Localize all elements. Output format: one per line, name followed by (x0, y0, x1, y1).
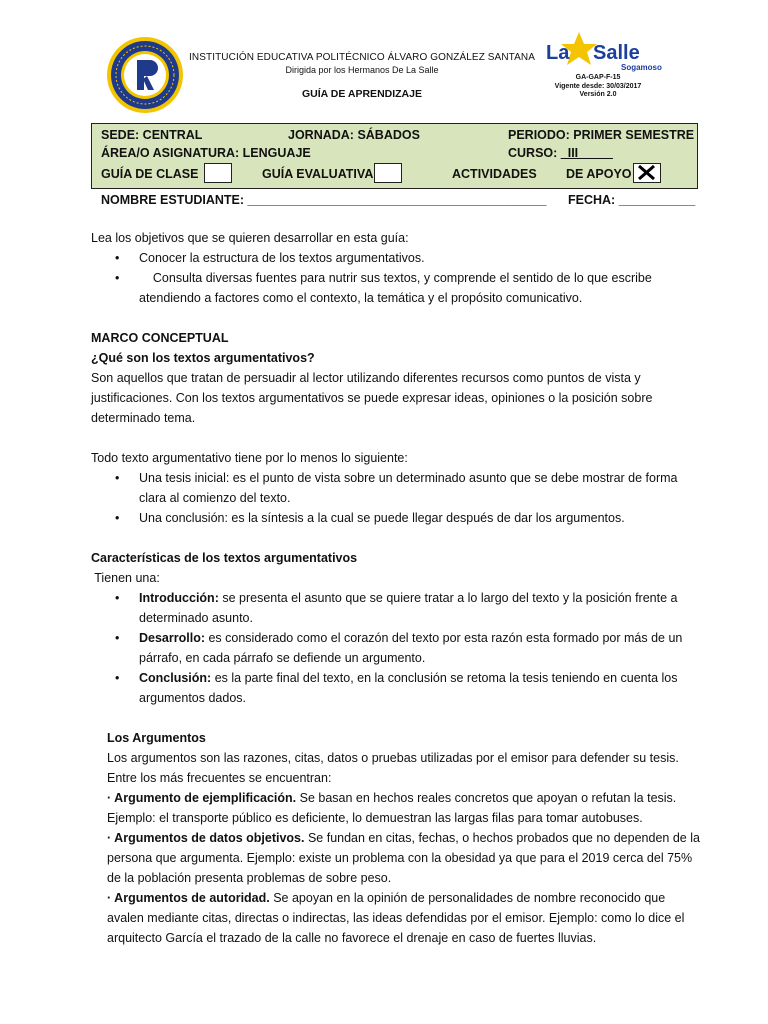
marco-question: ¿Qué son los textos argumentativos? (91, 351, 315, 365)
guia-evaluativa-checkbox[interactable] (374, 163, 402, 183)
argumento-term: · Argumento de ejemplificación. (107, 791, 297, 805)
caracteristica-text: se presenta el asunto que se quiere tratar a lo largo del texto y la posición frente a determinado asunto. (139, 591, 678, 625)
school-seal-logo (106, 36, 184, 114)
caracteristica-item (91, 668, 701, 708)
caracteristica-item (91, 628, 701, 668)
body-content (91, 228, 701, 948)
area-field: ÁREA/O ASIGNATURA: LENGUAJE (101, 146, 311, 160)
directed-by: Dirigida por los Hermanos De La Salle (285, 65, 439, 75)
argumentos-title: Los Argumentos (107, 731, 206, 745)
brand-right-text: Salle (593, 42, 640, 64)
argumento-term: · Argumentos de autoridad. (107, 891, 270, 905)
actividades-label: ACTIVIDADES (452, 167, 537, 181)
marco-title: MARCO CONCEPTUAL (91, 331, 229, 345)
curso-value: _III_____ (560, 146, 613, 160)
version: Versión 2.0 (579, 91, 617, 98)
doc-code: GA-GAP-F-15 (575, 74, 621, 81)
argumento-item (91, 788, 701, 828)
la-salle-logo (543, 30, 662, 76)
objective-item: • Consulta diversas fuentes para nutrir sus textos, y comprende el sentido de lo que escribe atendiendo a factores como el contexto, la temática y el propósito comunicativo. (91, 268, 701, 308)
valid-from: Vigente desde: 30/03/2017 (554, 82, 642, 90)
student-name-label[interactable]: NOMBRE ESTUDIANTE: ___________________________________________ (101, 193, 547, 207)
curso-label: CURSO: (508, 146, 561, 160)
argumento-item (91, 888, 701, 948)
todo-item: • Una tesis inicial: es el punto de vista sobre un determinado asunto que se debe mostrar de forma clara al comienzo del texto. (91, 468, 701, 508)
caracteristica-term: Desarrollo: (139, 631, 205, 645)
caracteristica-text: es considerado como el corazón del texto por esta razón esta formado por más de un párrafo, en cada párrafo se defiende un argumento. (139, 631, 683, 665)
date-label[interactable]: FECHA: ___________ (568, 193, 696, 207)
caracteristica-term: Conclusión: (139, 671, 212, 685)
guia-clase-label: GUÍA DE CLASE (101, 167, 199, 181)
header-text (186, 52, 538, 76)
jornada-field: JORNADA: SÁBADOS (288, 128, 420, 142)
argumento-term: · Argumentos de datos objetivos. (107, 831, 305, 845)
caracteristicas-intro: Tienen una: (91, 571, 160, 585)
de-apoyo-checkbox[interactable] (633, 163, 661, 183)
guia-clase-checkbox[interactable] (204, 163, 232, 183)
de-apoyo-label: DE APOYO (566, 167, 632, 181)
guia-evaluativa-label: GUÍA EVALUATIVA (262, 167, 374, 181)
marco-definition: Son aquellos que tratan de persuadir al lector utilizando diferentes recursos como puntos de vista y justificaciones. Con los textos argumentativos se puede expresar ideas, opiniones o la posición sobre determinado tema. (91, 371, 653, 425)
sede-field: SEDE: CENTRAL (101, 128, 203, 142)
argumento-item (91, 828, 701, 888)
objectives-intro: Lea los objetivos que se quieren desarrollar en esta guía: (91, 231, 409, 245)
caracteristica-item (91, 588, 701, 628)
caracteristicas-title: Características de los textos argumentativos (91, 551, 358, 565)
caracteristica-text: es la parte final del texto, en la conclusión se retoma la tesis teniendo en cuenta los argumentos dados. (139, 671, 678, 705)
argumento-text: Se basan en hechos reales concretos que apoyan o refutan la tesis. Ejemplo: el transporte público es deficiente, lo demuestran las largas filas para tomar autobuses. (107, 791, 677, 825)
brand-left-text: La (546, 42, 570, 64)
institution-name: INSTITUCIÓN EDUCATIVA POLITÉCNICO ÁLVARO GONZÁLEZ SANTANA (189, 52, 535, 63)
info-box (91, 123, 698, 189)
periodo-field: PERIODO: PRIMER SEMESTRE (508, 128, 695, 142)
objective-item: • Conocer la estructura de los textos argumentativos. (91, 248, 701, 268)
curso-field (508, 146, 613, 160)
argumentos-intro: Los argumentos son las razones, citas, datos o pruebas utilizadas por el emisor para defender su tesis. Entre los más frecuentes se encuentran: (107, 751, 679, 785)
argumento-text: Se fundan en citas, fechas, o hechos probados que no dependen de la persona que argumenta. Ejemplo: existe un problema con la obesidad ya que para el 2019 cerca del 75% de la población presenta problemas de sobre peso. (107, 831, 700, 885)
todo-intro: Todo texto argumentativo tiene por lo menos lo siguiente: (91, 451, 408, 465)
caracteristica-term: Introducción: (139, 591, 219, 605)
brand-sub-text: Sogamoso (621, 63, 662, 72)
x-mark-icon (634, 164, 659, 181)
guide-title: GUÍA DE APRENDIZAJE (302, 88, 422, 100)
argumento-text: Se apoyan en la opinión de personalidades de nombre reconocido que avalen mediante citas, directas o indirectas, las ideas defendidas por el emisor. Ejemplo: como lo dice el arquitecto García el trazado de la calle no favorece el drenaje en caso de fuertes lluvias. (107, 891, 685, 945)
todo-item: • Una conclusión: es la síntesis a la cual se puede llegar después de dar los argumentos. (91, 508, 701, 528)
document-code-block (548, 74, 648, 100)
